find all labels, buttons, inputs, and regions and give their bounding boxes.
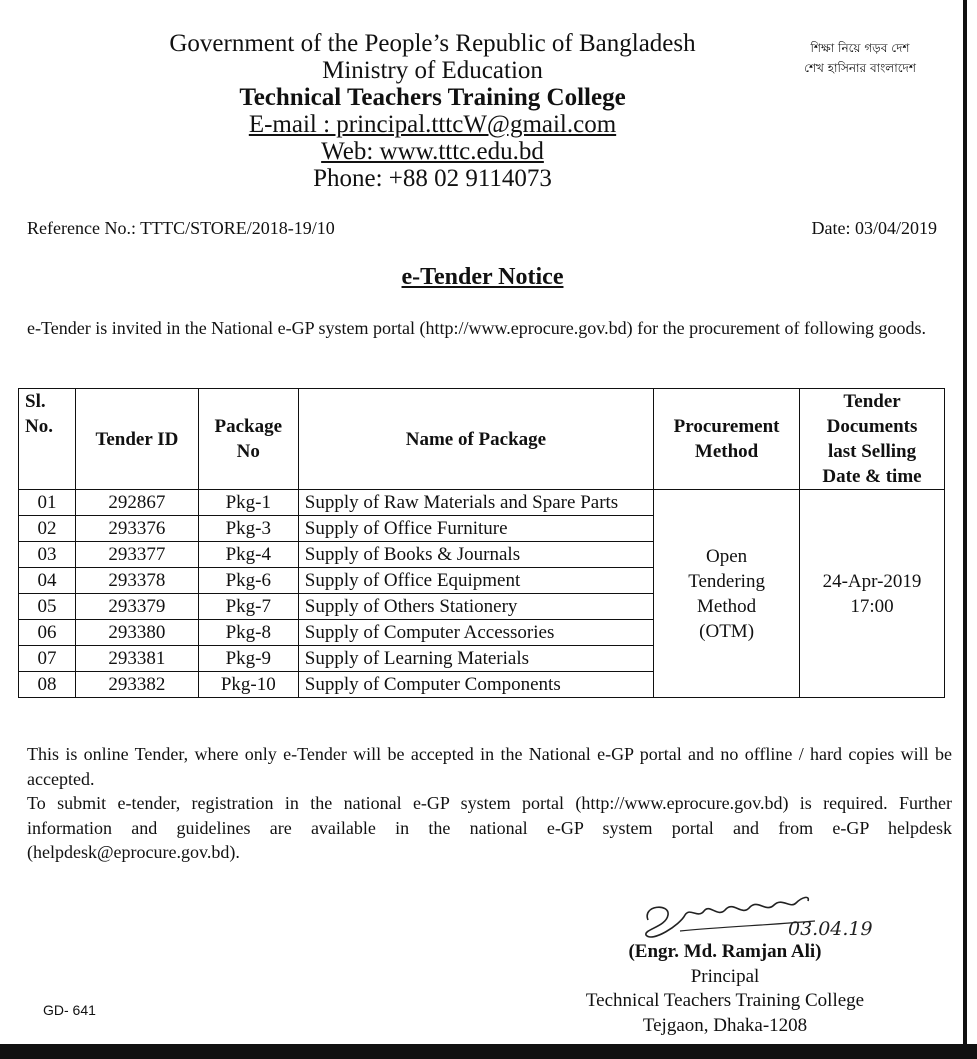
sl-cell: 02 <box>19 516 76 542</box>
tender-id-cell: 293379 <box>75 594 198 620</box>
signatory-org: Technical Teachers Training College <box>585 990 865 1011</box>
sl-cell: 08 <box>19 672 76 698</box>
footer-paragraph-2: To submit e-tender, registration in the national e-GP system portal (http://www.eprocure.gov.bd) is required. Further information and guidelines are available in the national e-GP system portal and from e-GP helpdesk (helpdesk@eprocure.gov.bd). <box>27 793 952 862</box>
page-border-right <box>963 0 967 1046</box>
tender-id-cell: 293380 <box>75 620 198 646</box>
handwritten-signature <box>640 885 900 945</box>
college-name: Technical Teachers Training College <box>239 84 626 111</box>
package-name-cell: Supply of Others Stationery <box>298 594 653 620</box>
slogan-line-2: শেখ হাসিনার বাংলাদেশ <box>804 61 916 75</box>
sl-cell: 04 <box>19 568 76 594</box>
deadline-cell: 24-Apr-2019 17:00 <box>800 490 945 698</box>
package-cell: Pkg-7 <box>198 594 298 620</box>
package-name-cell: Supply of Raw Materials and Spare Parts <box>298 490 653 516</box>
package-name-cell: Supply of Books & Journals <box>298 542 653 568</box>
slogan <box>785 38 935 78</box>
package-cell: Pkg-4 <box>198 542 298 568</box>
phone-line: Phone: +88 02 9114073 <box>313 165 552 192</box>
handwritten-date: 03.04.19 <box>788 918 873 940</box>
package-name-cell: Supply of Learning Materials <box>298 646 653 672</box>
package-cell: Pkg-3 <box>198 516 298 542</box>
tender-id-cell: 293382 <box>75 672 198 698</box>
intro-paragraph: e-Tender is invited in the National e-GP system portal (http://www.eprocure.gov.bd) for the procurement of following goods. <box>27 318 927 338</box>
web-line: Web: www.tttc.edu.bd <box>321 138 544 165</box>
sl-cell: 01 <box>19 490 76 516</box>
ministry-line: Ministry of Education <box>322 57 543 84</box>
notice-title: e-Tender Notice <box>401 264 564 290</box>
package-name-cell: Supply of Computer Components <box>298 672 653 698</box>
email-line: E-mail : principal.tttcW@gmail.com <box>248 111 617 138</box>
signatory-address: Tejgaon, Dhaka-1208 <box>642 1014 808 1036</box>
package-name-cell: Supply of Computer Accessories <box>298 620 653 646</box>
header-tender-id: Tender ID <box>75 389 198 490</box>
header-sl: Sl. No. <box>19 389 76 490</box>
document-code: GD- 641 <box>43 1002 96 1018</box>
header-procurement-method: Procurement Method <box>654 389 800 490</box>
tender-table <box>18 388 945 698</box>
package-cell: Pkg-1 <box>198 490 298 516</box>
tender-id-cell: 293381 <box>75 646 198 672</box>
signatory-title: Principal <box>690 965 760 987</box>
slogan-line-1: শিক্ষা নিয়ে গড়ব দেশ <box>810 41 910 55</box>
tender-id-cell: 293378 <box>75 568 198 594</box>
package-cell: Pkg-8 <box>198 620 298 646</box>
package-name-cell: Supply of Office Furniture <box>298 516 653 542</box>
package-name-cell: Supply of Office Equipment <box>298 568 653 594</box>
package-cell: Pkg-10 <box>198 672 298 698</box>
header-last-selling-date: Tender Documents last Selling Date & time <box>800 389 945 490</box>
footer-paragraph-1: This is online Tender, where only e-Tender will be accepted in the National e-GP portal and no offline / hard copies will be accepted. <box>27 744 952 789</box>
sl-cell: 05 <box>19 594 76 620</box>
sl-cell: 03 <box>19 542 76 568</box>
signatory-name: (Engr. Md. Ramjan Ali) <box>628 941 822 962</box>
page-border-bottom <box>0 1044 977 1059</box>
table-row <box>19 490 945 516</box>
government-line: Government of the People’s Republic of Bangladesh <box>169 30 696 57</box>
header-package-name: Name of Package <box>298 389 653 490</box>
package-cell: Pkg-6 <box>198 568 298 594</box>
procurement-method-cell: Open Tendering Method (OTM) <box>654 490 800 698</box>
notice-date: Date: 03/04/2019 <box>811 218 937 238</box>
footer-text <box>27 742 952 865</box>
sl-cell: 06 <box>19 620 76 646</box>
tender-id-cell: 293377 <box>75 542 198 568</box>
tender-id-cell: 292867 <box>75 490 198 516</box>
reference-number: Reference No.: TTTC/STORE/2018-19/10 <box>27 218 335 238</box>
letterhead <box>100 30 765 192</box>
header-package: Package No <box>198 389 298 490</box>
tender-id-cell: 293376 <box>75 516 198 542</box>
package-cell: Pkg-9 <box>198 646 298 672</box>
sl-cell: 07 <box>19 646 76 672</box>
signature-block <box>545 940 905 1038</box>
